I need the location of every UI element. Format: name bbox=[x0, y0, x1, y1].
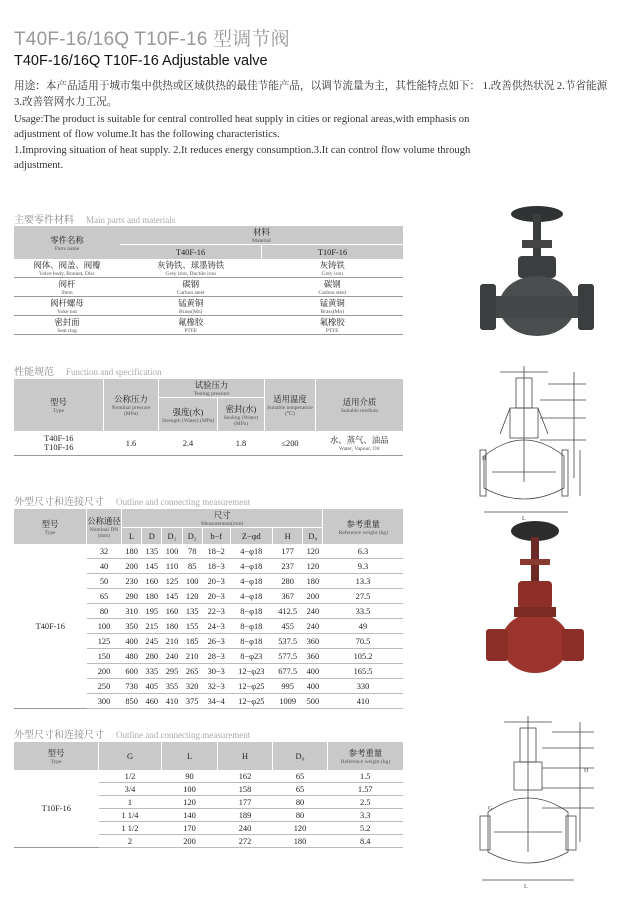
table-cell: 1.57 bbox=[328, 783, 404, 796]
table-cell: 200 bbox=[162, 835, 218, 848]
dims1-col-header: D₀ bbox=[303, 528, 323, 545]
table-cell: 1 1/4 bbox=[99, 809, 162, 822]
table-row: 密封面 Seat ring 氟橡胶 PTFE 氟橡胶 PTFE bbox=[14, 316, 403, 335]
table-cell: 8−φ18 bbox=[230, 619, 272, 634]
table-cell: 165.5 bbox=[323, 664, 403, 679]
table-cell: 120 bbox=[182, 589, 202, 604]
table-cell: 78 bbox=[182, 544, 202, 559]
table-cell: 410 bbox=[323, 694, 403, 709]
spec-section-title: 性能规范 Function and specification bbox=[14, 367, 162, 378]
table-cell: 18−3 bbox=[202, 559, 230, 574]
valve-drawing-threaded bbox=[476, 712, 626, 892]
table-cell: 18−2 bbox=[202, 544, 230, 559]
table-cell: 405 bbox=[142, 679, 162, 694]
table-cell: 400 bbox=[303, 664, 323, 679]
table-cell: 12−φ25 bbox=[230, 679, 272, 694]
table-cell: 335 bbox=[142, 664, 162, 679]
table-cell: 355 bbox=[162, 679, 182, 694]
table-cell: 80 bbox=[87, 604, 122, 619]
dims1-model-cell: T40F-16 bbox=[14, 544, 87, 709]
table-cell: 6.3 bbox=[323, 544, 403, 559]
table-row: 阀体、阀盖、阀瓣 Valve body, Bonnet, Disc 灰铸铁、球墨铸铁 Grey iron, Ductile iron 灰铸铁 Grey iron bbox=[14, 259, 403, 278]
table-cell: 240 bbox=[162, 649, 182, 664]
table-cell: 162 bbox=[218, 770, 273, 783]
table-cell: 995 bbox=[272, 679, 302, 694]
table-cell: 245 bbox=[142, 634, 162, 649]
table-cell: 85 bbox=[182, 559, 202, 574]
table-cell: 150 bbox=[87, 649, 122, 664]
table-cell: 240 bbox=[303, 604, 323, 619]
valve-drawing-flanged bbox=[470, 360, 620, 525]
valve-photo-threaded bbox=[480, 515, 590, 690]
dims1-col-header: D₂ bbox=[182, 528, 202, 545]
table-cell: 26−3 bbox=[202, 634, 230, 649]
dims2-table: 型号 Type G L H D₀ 参考重量 Reference weight (kg) T10F-16 1/2 90 162 65 1.5 3/4 100 158 65 1.57 1 120 177 80 2.5 1 1/4 140 189 80 3.3 1 1/2 170 240 120 5.2 2 200 272 180 8.4 bbox=[14, 742, 403, 848]
table-cell: 460 bbox=[142, 694, 162, 709]
table-cell: 1 1/2 bbox=[99, 822, 162, 835]
table-cell: 280 bbox=[142, 649, 162, 664]
table-cell: 40 bbox=[87, 559, 122, 574]
table-cell: 22−3 bbox=[202, 604, 230, 619]
dim-label-h2: H bbox=[584, 768, 589, 774]
dims1-col-header: D bbox=[142, 528, 162, 545]
table-cell: 310 bbox=[122, 604, 142, 619]
table-cell: 350 bbox=[122, 619, 142, 634]
table-cell: 2.5 bbox=[328, 796, 404, 809]
dims1-section-title: 外型尺寸和连接尺寸 Outline and connecting measurement bbox=[14, 497, 251, 508]
table-cell: 4−φ18 bbox=[230, 589, 272, 604]
dims1-col-header: b−f bbox=[202, 528, 230, 545]
dims2-model-cell: T10F-16 bbox=[14, 770, 99, 848]
table-cell: 20−3 bbox=[202, 589, 230, 604]
table-cell: 4−φ18 bbox=[230, 544, 272, 559]
table-cell: 3.3 bbox=[328, 809, 404, 822]
table-cell: 100 bbox=[162, 783, 218, 796]
table-cell: 730 bbox=[122, 679, 142, 694]
table-cell: 677.5 bbox=[272, 664, 302, 679]
table-cell: 2 bbox=[99, 835, 162, 848]
table-cell: 200 bbox=[303, 589, 323, 604]
parts-col-material: 材料 Material bbox=[252, 228, 271, 244]
table-cell: 180 bbox=[303, 574, 323, 589]
table-cell: 145 bbox=[142, 559, 162, 574]
table-cell: 30−3 bbox=[202, 664, 230, 679]
table-cell: 65 bbox=[87, 589, 122, 604]
table-cell: 24−3 bbox=[202, 619, 230, 634]
table-cell: 28−3 bbox=[202, 649, 230, 664]
table-cell: 330 bbox=[323, 679, 403, 694]
table-row bbox=[14, 544, 403, 559]
table-cell: 33.5 bbox=[323, 604, 403, 619]
table-cell: 100 bbox=[182, 574, 202, 589]
intro-en-2: adjustment of flow volume.It has the following characteristics. bbox=[14, 129, 280, 140]
table-cell: 180 bbox=[142, 589, 162, 604]
table-row: T40F-16 T10F-16 1.6 2.4 1.8 ≤200 水、蒸气、油品 Water, Vapour, Oil bbox=[14, 431, 403, 456]
table-cell: 1.5 bbox=[328, 770, 404, 783]
intro-en-1: Usage:The product is suitable for central controlled heat supply in cities or regional areas,with emphasis on bbox=[14, 114, 470, 125]
table-cell: 180 bbox=[273, 835, 328, 848]
table-cell: 120 bbox=[303, 544, 323, 559]
table-cell: 34−4 bbox=[202, 694, 230, 709]
table-cell: 80 bbox=[273, 809, 328, 822]
table-cell: 180 bbox=[122, 544, 142, 559]
table-cell: 177 bbox=[272, 544, 302, 559]
table-cell: 600 bbox=[122, 664, 142, 679]
parts-section-en: Main parts and materials bbox=[86, 215, 176, 225]
table-cell: 145 bbox=[162, 589, 182, 604]
table-cell: 850 bbox=[122, 694, 142, 709]
table-cell: 8.4 bbox=[328, 835, 404, 848]
table-cell: 160 bbox=[142, 574, 162, 589]
dims1-col-header: H bbox=[272, 528, 302, 545]
table-cell: 180 bbox=[162, 619, 182, 634]
table-cell: 100 bbox=[162, 544, 182, 559]
table-cell: 272 bbox=[218, 835, 273, 848]
parts-section-zh: 主要零件材料 bbox=[14, 215, 74, 226]
table-cell: 3/4 bbox=[99, 783, 162, 796]
table-cell: 400 bbox=[122, 634, 142, 649]
table-cell: 375 bbox=[182, 694, 202, 709]
spec-table: 型号 Type 公称压力 Nominal pressure (MPa) 试验压力 Testing pressure 适用温度 Suitable temperature (℃) 适用介质 Suitable medium 强度(水) Strength (Water) (MPa) 密封(水) Sealing (Water) (MPa) T40F-16 T10F-16 1.6 2.4 1.8 ≤200 水、蒸气、油品 Water, Vapour, Oil bbox=[14, 379, 403, 456]
table-cell: 50 bbox=[87, 574, 122, 589]
table-cell: 360 bbox=[303, 649, 323, 664]
table-cell: 100 bbox=[87, 619, 122, 634]
table-cell: 265 bbox=[182, 664, 202, 679]
table-cell: 32 bbox=[87, 544, 122, 559]
table-cell: 135 bbox=[142, 544, 162, 559]
table-cell: 155 bbox=[182, 619, 202, 634]
page-title-zh: T40F-16/16Q T10F-16 型调节阀 bbox=[14, 29, 290, 50]
table-cell: 480 bbox=[122, 649, 142, 664]
table-cell: 189 bbox=[218, 809, 273, 822]
parts-col-name: 零件名称 Parts name bbox=[50, 235, 84, 252]
table-cell: 135 bbox=[182, 604, 202, 619]
table-cell: 360 bbox=[303, 634, 323, 649]
table-cell: 200 bbox=[87, 664, 122, 679]
table-cell: 8−φ18 bbox=[230, 604, 272, 619]
dims1-col-header: D₁ bbox=[162, 528, 182, 545]
table-cell: 110 bbox=[162, 559, 182, 574]
page-title-en: T40F-16/16Q T10F-16 Adjustable valve bbox=[14, 53, 268, 69]
table-cell: 120 bbox=[303, 559, 323, 574]
valve-photo-flanged bbox=[478, 200, 596, 350]
parts-section-title bbox=[14, 211, 175, 226]
table-cell: 237 bbox=[272, 559, 302, 574]
table-cell: 8−φ23 bbox=[230, 649, 272, 664]
table-cell: 577.5 bbox=[272, 649, 302, 664]
table-row: 阀杆螺母 Yoke nut 锰黄铜 Brass(Mn) 锰黄铜 Brass(Mn) bbox=[14, 297, 403, 316]
table-cell: 210 bbox=[162, 634, 182, 649]
intro-zh-1: 用途：本产品适用于城市集中供热或区域供热的最佳节能产品，以调节流量为主，其性能特点如下： 1.改善供热状况 2.节省能源 bbox=[14, 81, 608, 92]
table-cell: 240 bbox=[303, 619, 323, 634]
table-cell: 158 bbox=[218, 783, 273, 796]
table-cell: 32−3 bbox=[202, 679, 230, 694]
dim-label-h: H bbox=[482, 456, 487, 462]
table-cell: 70.5 bbox=[323, 634, 403, 649]
table-cell: 250 bbox=[87, 679, 122, 694]
table-cell: 412.5 bbox=[272, 604, 302, 619]
table-cell: 80 bbox=[273, 796, 328, 809]
intro-en-4: adjustment. bbox=[14, 160, 64, 171]
table-cell: 455 bbox=[272, 619, 302, 634]
dims1-col-header: L bbox=[122, 528, 142, 545]
table-cell: 4−φ18 bbox=[230, 574, 272, 589]
table-cell: 210 bbox=[182, 649, 202, 664]
table-cell: 295 bbox=[162, 664, 182, 679]
table-cell: 65 bbox=[273, 770, 328, 783]
table-cell: 1/2 bbox=[99, 770, 162, 783]
dims1-table: 型号 Type 公称通径 Nominal DN (mm) 尺寸 Measurement(mm) 参考重量 Reference weight (kg) L D D₁ D₂ b−f Z−φd H D₀ T40F-16 32 180 135 100 78 18−2 4−φ18 177 120 6.3 40 200 145 110 85 18−3 4−φ18 237 120 9.3 50 230 160 125 100 20−3 4−φ18 280 180 13.3 65 290 180 145 120 20−3 4−φ18 367 200 27.5 80 310 195 160 135 22−3 8−φ18 412.5 240 33.5 100 350 215 180 155 24−3 8−φ18 455 240 49 125 400 245 210 185 26−3 8−φ18 537.5 360 70.5 150 480 280 240 210 28−3 8−φ23 577.5 360 105.2 200 600 335 295 265 30−3 12−φ23 677.5 400 165.5 250 730 405 355 320 32−3 12−φ25 995 400 330 300 850 460 410 375 34−4 12−φ25 1009 500 410 bbox=[14, 509, 403, 709]
table-cell: 280 bbox=[272, 574, 302, 589]
table-cell: 5.2 bbox=[328, 822, 404, 835]
table-cell: 12−φ25 bbox=[230, 694, 272, 709]
table-cell: 367 bbox=[272, 589, 302, 604]
intro-zh-2: 3.改善管网水力工况。 bbox=[14, 97, 118, 108]
parts-table bbox=[14, 226, 403, 335]
table-cell: 105.2 bbox=[323, 649, 403, 664]
table-cell: 160 bbox=[162, 604, 182, 619]
table-cell: 1 bbox=[99, 796, 162, 809]
table-cell: 200 bbox=[122, 559, 142, 574]
table-row bbox=[14, 770, 403, 783]
table-cell: 170 bbox=[162, 822, 218, 835]
parts-col-b: T10F-16 bbox=[262, 245, 404, 260]
table-cell: 13.3 bbox=[323, 574, 403, 589]
table-cell: 537.5 bbox=[272, 634, 302, 649]
table-cell: 290 bbox=[122, 589, 142, 604]
dims1-col-header: Z−φd bbox=[230, 528, 272, 545]
table-cell: 65 bbox=[273, 783, 328, 796]
table-cell: 300 bbox=[87, 694, 122, 709]
dims2-section-title: 外型尺寸和连接尺寸 Outline and connecting measurement bbox=[14, 730, 251, 741]
table-cell: 215 bbox=[142, 619, 162, 634]
table-cell: 12−φ23 bbox=[230, 664, 272, 679]
dim-label-l2: L bbox=[524, 884, 528, 890]
table-cell: 120 bbox=[162, 796, 218, 809]
table-cell: 410 bbox=[162, 694, 182, 709]
table-row: 阀杆 Stem 碳钢 Carbon steel 碳钢 Carbon steel bbox=[14, 278, 403, 297]
table-cell: 120 bbox=[273, 822, 328, 835]
table-cell: 230 bbox=[122, 574, 142, 589]
table-cell: 9.3 bbox=[323, 559, 403, 574]
table-cell: 1009 bbox=[272, 694, 302, 709]
table-cell: 185 bbox=[182, 634, 202, 649]
table-cell: 4−φ18 bbox=[230, 559, 272, 574]
table-cell: 49 bbox=[323, 619, 403, 634]
table-cell: 177 bbox=[218, 796, 273, 809]
table-cell: 500 bbox=[303, 694, 323, 709]
intro-en-3: 1.Improving situation of heat supply. 2.It reduces energy consumption.3.It can control flow volume through bbox=[14, 145, 471, 156]
table-cell: 90 bbox=[162, 770, 218, 783]
parts-col-a: T40F-16 bbox=[120, 245, 262, 260]
table-cell: 125 bbox=[162, 574, 182, 589]
table-cell: 320 bbox=[182, 679, 202, 694]
table-cell: 400 bbox=[303, 679, 323, 694]
dim-label-g: G bbox=[488, 806, 493, 812]
table-cell: 27.5 bbox=[323, 589, 403, 604]
table-cell: 8−φ18 bbox=[230, 634, 272, 649]
table-cell: 20−3 bbox=[202, 574, 230, 589]
dim-label-l: L bbox=[522, 516, 526, 522]
table-cell: 140 bbox=[162, 809, 218, 822]
table-cell: 240 bbox=[218, 822, 273, 835]
table-cell: 125 bbox=[87, 634, 122, 649]
table-cell: 195 bbox=[142, 604, 162, 619]
